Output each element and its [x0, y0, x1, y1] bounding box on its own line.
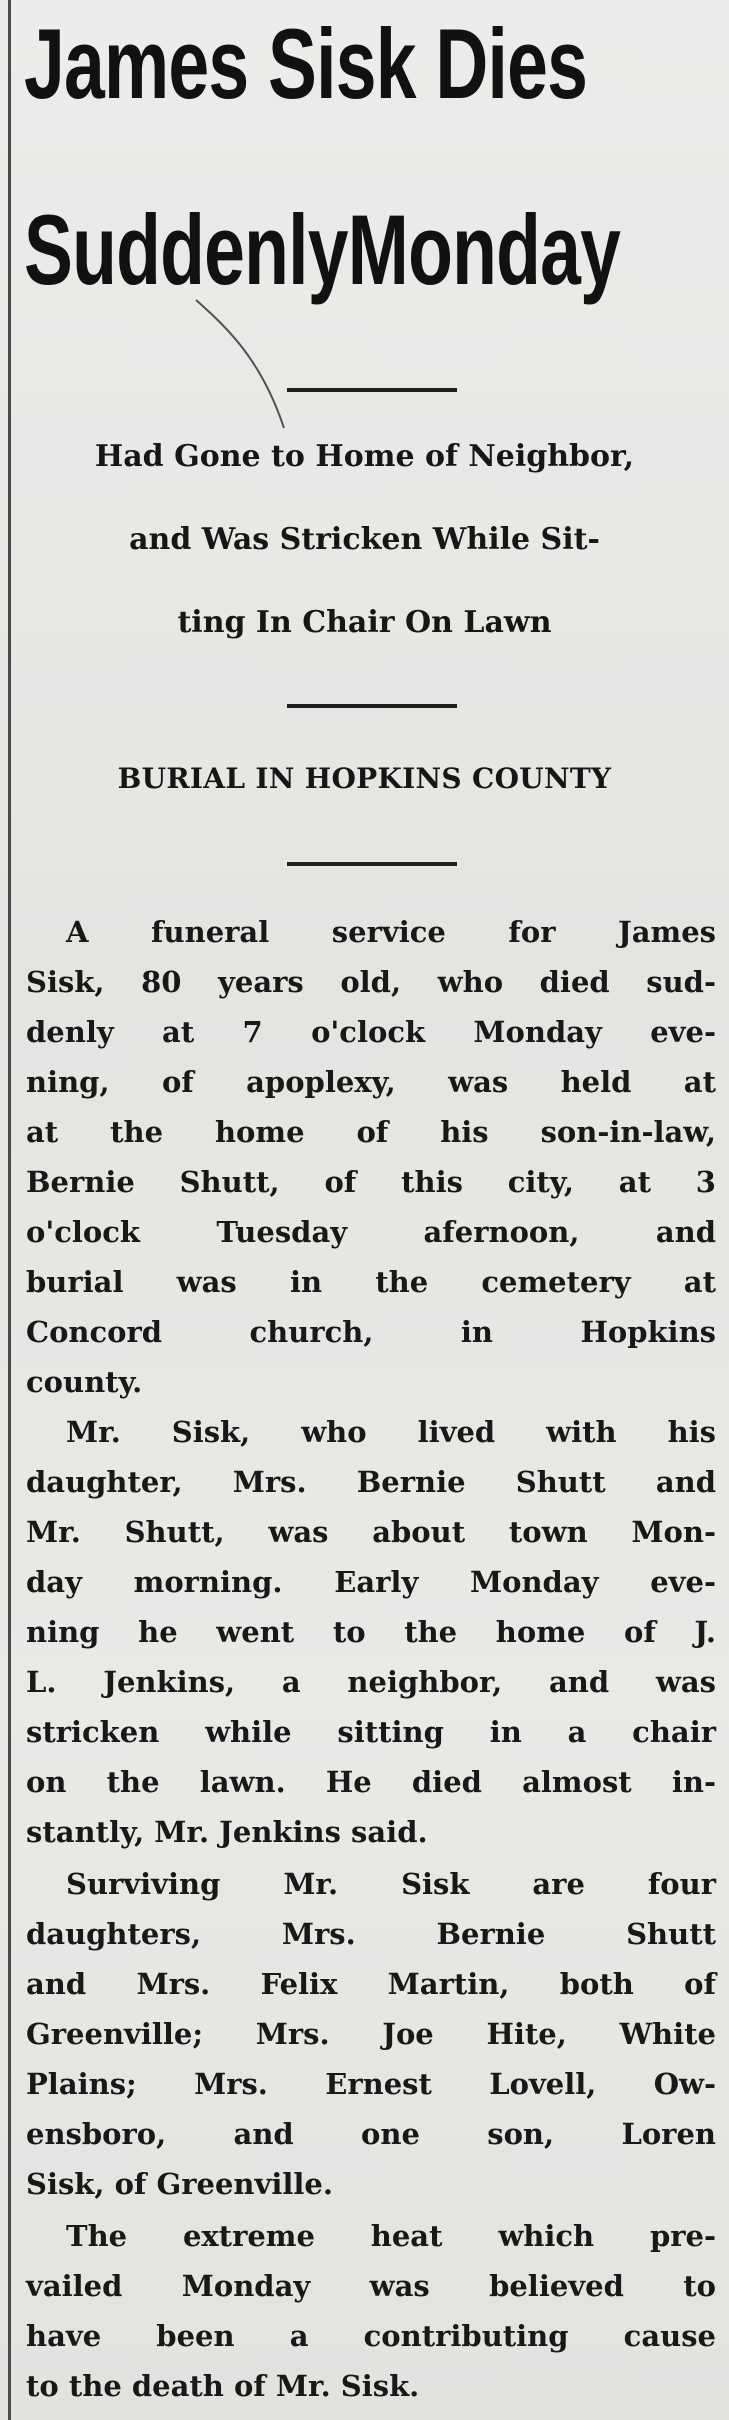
divider-rule — [287, 862, 457, 866]
body-line: Concord church, in Hopkins — [26, 1315, 716, 1349]
body-line: Bernie Shutt, of this city, at 3 — [26, 1165, 716, 1199]
body-line: burial was in the cemetery at — [26, 1265, 716, 1299]
body-line: Sisk, 80 years old, who died sud- — [26, 965, 716, 999]
body-line: ning, of apoplexy, was held at — [26, 1065, 716, 1099]
body-line: Surviving Mr. Sisk are four — [66, 1867, 716, 1901]
deck-line: and Was Stricken While Sit- — [129, 522, 600, 557]
body-line: ning he went to the home of J. — [26, 1615, 716, 1649]
divider-rule — [287, 704, 457, 708]
body-line: daughter, Mrs. Bernie Shutt and — [26, 1465, 716, 1499]
body-line: county. — [26, 1365, 143, 1399]
body-line: stantly, Mr. Jenkins said. — [26, 1815, 428, 1849]
body-line: The extreme heat which pre- — [66, 2219, 716, 2253]
column-rule — [8, 0, 11, 2420]
divider-rule — [287, 388, 457, 392]
body-line: have been a contributing cause — [26, 2319, 716, 2353]
body-line: day morning. Early Monday eve- — [26, 1565, 716, 1599]
body-line: ensboro, and one son, Loren — [26, 2117, 716, 2151]
headline-line-2: SuddenlyMonday — [24, 194, 621, 305]
body-line: Sisk, of Greenville. — [26, 2167, 333, 2201]
body-line: Plains; Mrs. Ernest Lovell, Ow- — [26, 2067, 716, 2101]
body-line: on the lawn. He died almost in- — [26, 1765, 716, 1799]
body-line: and Mrs. Felix Martin, both of — [26, 1967, 716, 2001]
body-line: to the death of Mr. Sisk. — [26, 2369, 420, 2403]
body-line: stricken while sitting in a chair — [26, 1715, 716, 1749]
body-line: o'clock Tuesday afernoon, and — [26, 1215, 716, 1249]
body-line: Mr. Shutt, was about town Mon- — [26, 1515, 716, 1549]
subhead: BURIAL IN HOPKINS COUNTY — [117, 762, 612, 795]
deck-line: ting In Chair On Lawn — [177, 605, 552, 640]
body-line: Greenville; Mrs. Joe Hite, White — [26, 2017, 716, 2051]
body-line: daughters, Mrs. Bernie Shutt — [26, 1917, 716, 1951]
body-line: denly at 7 o'clock Monday eve- — [26, 1015, 716, 1049]
body-line: at the home of his son-in-law, — [26, 1115, 716, 1149]
body-line: L. Jenkins, a neighbor, and was — [26, 1665, 716, 1699]
deck-line: Had Gone to Home of Neighbor, — [94, 439, 635, 474]
body-line: A funeral service for James — [66, 915, 716, 949]
body-line: Mr. Sisk, who lived with his — [66, 1415, 716, 1449]
headline-line-1: James Sisk Dies — [24, 8, 588, 119]
body-line: vailed Monday was believed to — [26, 2269, 716, 2303]
